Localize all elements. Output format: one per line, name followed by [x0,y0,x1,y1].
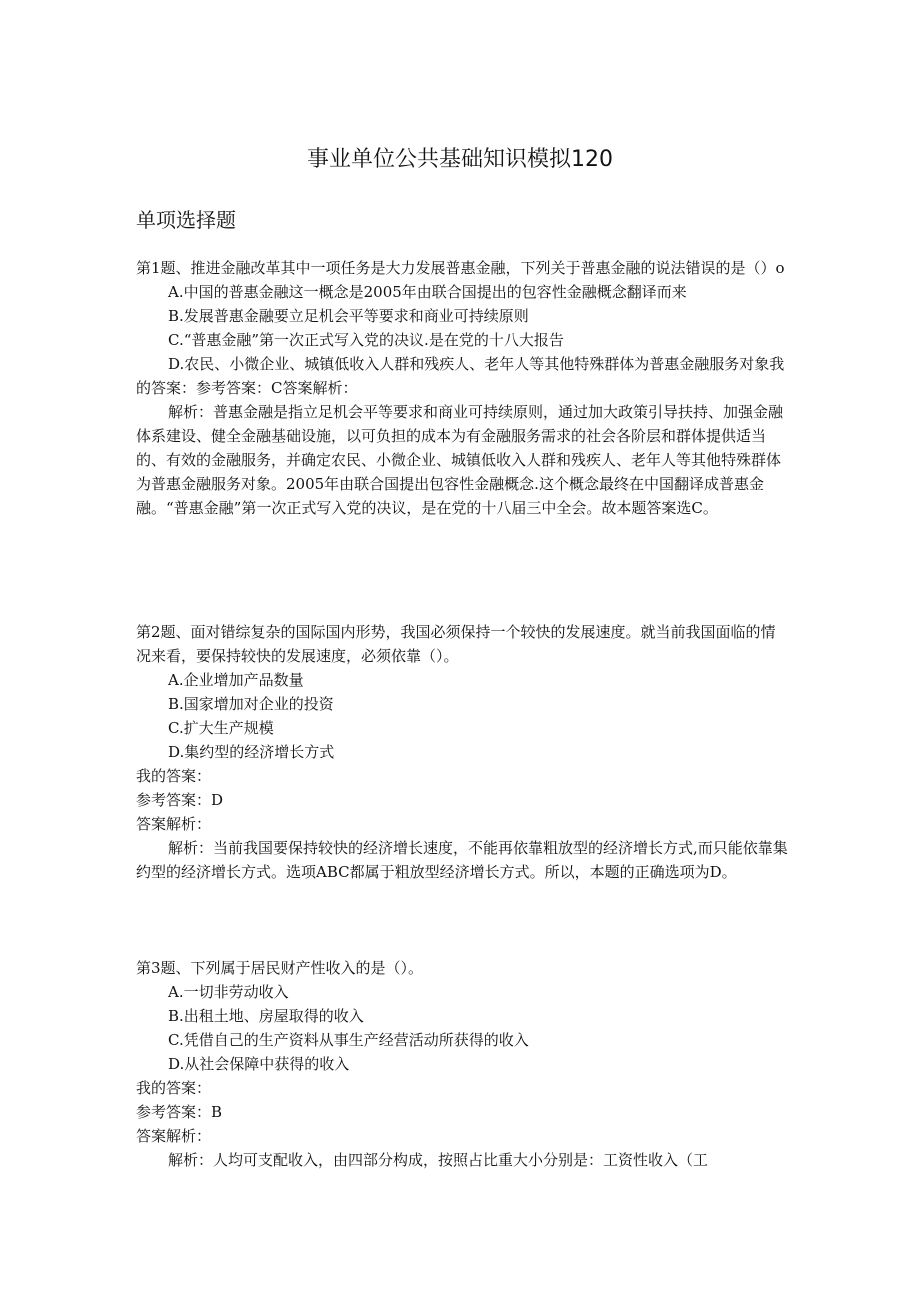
question-2-option-d: D.集约型的经济增长方式 [168,743,335,761]
question-1-explanation: 解析：普惠金融是指立足机会平等要求和商业可持续原则，通过加大政策引导扶持、加强金融体系建设、健全金融基础设施，以可负担的成本为有金融服务需求的社会各阶层和群体提供适当的、有效的金融服务，并确定农民、小微企业、城镇低收入人群和残疾人、老年人等其他特殊群体为普惠金融服务对象。2005年由联合国提出包容性金融概念.这个概念最终在中国翻译成普惠金融。“普惠金融”第一次正式写入党的决议，是在党的十八届三中全会。故本题答案选C。 [136,403,784,517]
question-1-option-a: A.中国的普惠金融这一概念是2005年由联合国提出的包容性金融概念翻译而来 [168,283,687,301]
question-3-option-a: A.一切非劳动收入 [168,983,289,1001]
question-2-option-a: A.企业增加产品数量 [168,671,304,689]
question-1 [136,256,788,520]
question-3-my-answer: 我的答案： [136,1079,212,1097]
question-2-my-answer: 我的答案： [136,767,212,785]
question-3-stem: 第3题、下列属于居民财产性收入的是（）。 [136,959,424,977]
document-title: 事业单位公共基础知识模拟120 [307,147,613,172]
question-3-explanation: 解析：人均可支配收入，由四部分构成，按照占比重大小分别是：工资性收入（工 [168,1151,709,1169]
question-1-stem: 第1题、推进金融改革其中一项任务是大力发展普惠金融，下列关于普惠金融的说法错误的是（）o [136,259,785,277]
question-3-option-d: D.从社会保障中获得的收入 [168,1055,350,1073]
section-heading: 单项选择题 [136,208,236,232]
question-2-reference-answer: 参考答案：D [136,791,224,809]
question-3-reference-answer: 参考答案：B [136,1103,223,1121]
question-2-stem: 第2题、面对错综复杂的国际国内形势，我国必须保持一个较快的发展速度。就当前我国面临的情况来看，要保持较快的发展速度，必须依靠（）。 [136,623,776,665]
question-2 [136,620,788,884]
question-1-option-b: B.发展普惠金融要立足机会平等要求和商业可持续原则 [168,307,529,325]
question-3-option-c: C.凭借自己的生产资料从事生产经营活动所获得的收入 [168,1031,529,1049]
question-1-option-d: D.农民、小微企业、城镇低收入人群和残疾人、老年人等其他特殊群体为普惠金融服务对象我的答案：参考答案：C答案解析： [136,355,785,397]
question-3 [136,956,788,1172]
question-2-explanation: 解析：当前我国要保持较快的经济增长速度，不能再依靠粗放型的经济增长方式,而只能依靠集约型的经济增长方式。选项ABC都属于粗放型经济增长方式。所以，本题的正确选项为D。 [136,839,788,881]
question-2-option-b: B.国家增加对企业的投资 [168,695,334,713]
question-3-option-b: B.出租土地、房屋取得的收入 [168,1007,364,1025]
question-1-option-c: C.“普惠金融”第一次正式写入党的决议.是在党的十八大报告 [168,331,564,349]
question-2-option-c: C.扩大生产规模 [168,719,274,737]
question-2-analysis-label: 答案解析： [136,815,212,833]
question-3-analysis-label: 答案解析： [136,1127,212,1145]
